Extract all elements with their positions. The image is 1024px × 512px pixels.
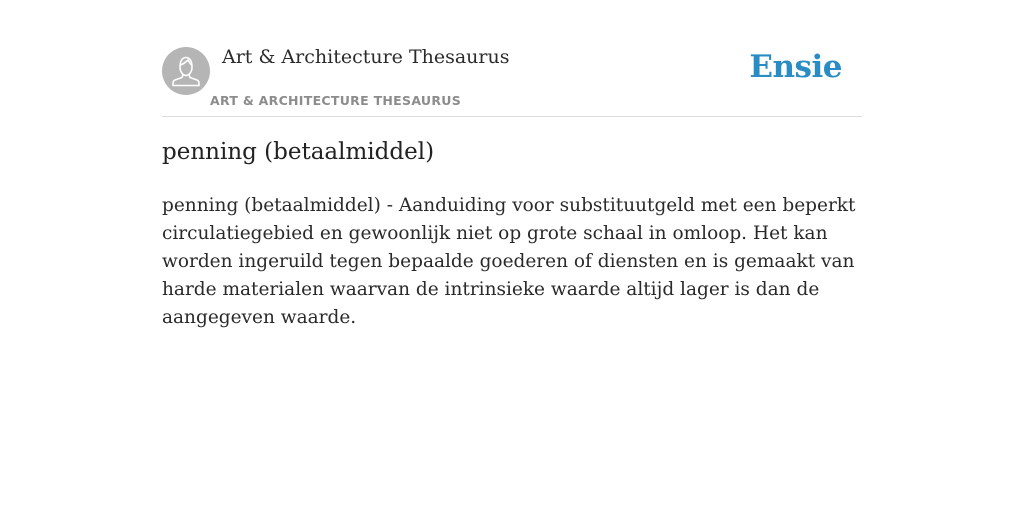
user-icon — [162, 47, 210, 95]
entry-title: penning (betaalmiddel) — [162, 139, 435, 165]
site-subtitle-link[interactable]: ART & ARCHITECTURE THESAURUS — [210, 93, 462, 108]
avatar[interactable] — [162, 47, 210, 95]
site-title-link[interactable]: Art & Architecture Thesaurus — [222, 46, 510, 68]
header — [162, 0, 862, 117]
entry-body: penning (betaalmiddel) - Aanduiding voor substituutgeld met een beperkt circulatiegebied en gewoonlijk niet op grote schaal in omloop. Het kan worden ingeruild tegen bepaalde goederen of diensten en is gemaakt van harde materialen waarvan de intrinsieke waarde altijd lager is dan de aangegeven waarde. — [162, 195, 856, 328]
brand-logo[interactable]: Ensie — [749, 49, 842, 85]
